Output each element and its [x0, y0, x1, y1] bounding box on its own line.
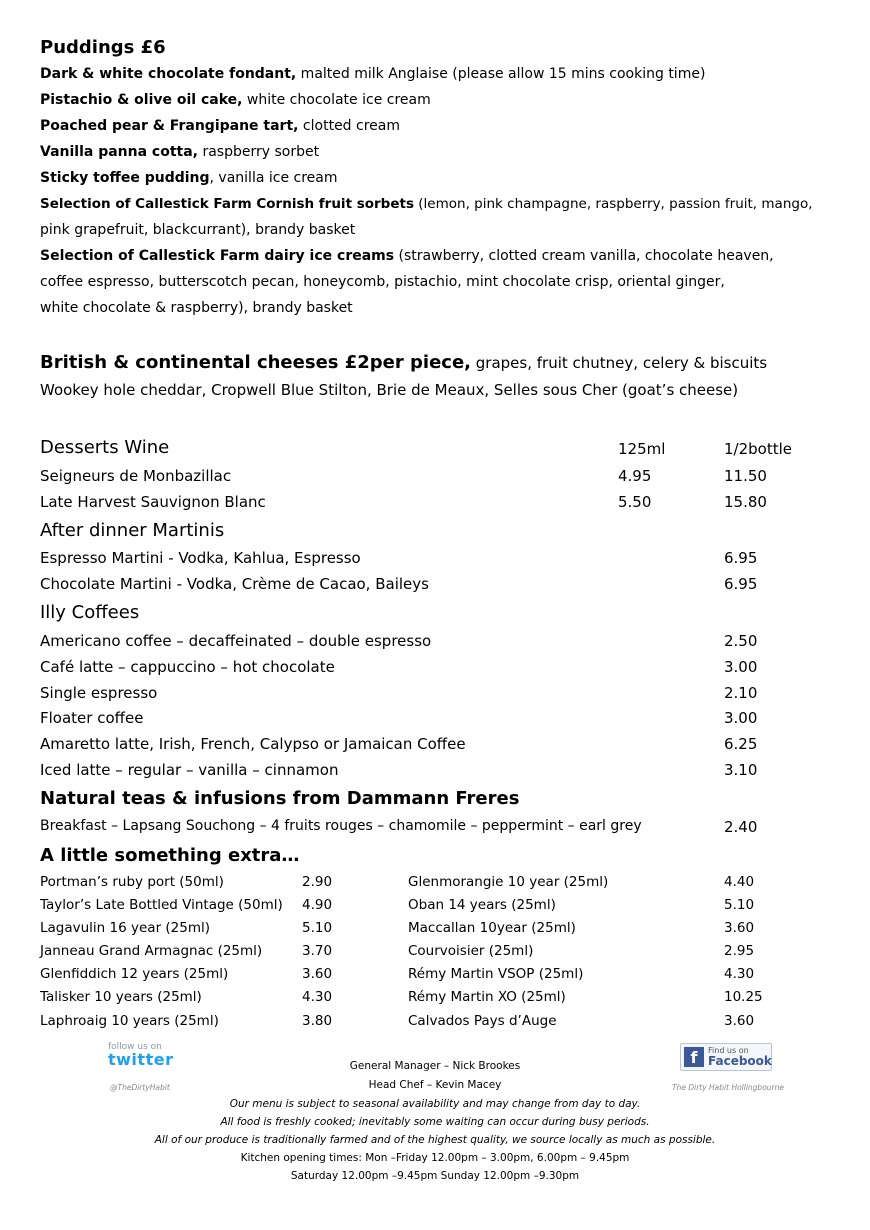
teas-price: 2.40: [724, 818, 758, 836]
col-half-bottle: 1/2bottle: [724, 440, 792, 458]
coffees-title: Illy Coffees: [40, 602, 140, 623]
extra-price: 4.40: [724, 874, 755, 890]
coffee-price: 3.00: [724, 709, 758, 727]
extra-name: Rémy Martin VSOP (25ml): [408, 966, 584, 982]
pudding-line: Vanilla panna cotta, raspberry sorbet: [40, 144, 320, 160]
extra-name: Glenmorangie 10 year (25ml): [408, 874, 609, 890]
extra-price: 5.10: [302, 920, 333, 936]
puddings-title: Puddings £6: [40, 37, 166, 58]
pudding-line: Dark & white chocolate fondant, malted milk Anglaise (please allow 15 mins cooking time): [40, 66, 706, 82]
coffee-name: Iced latte – regular – vanilla – cinnamon: [40, 761, 339, 779]
opening-times-weekend: Saturday 12.00pm –9.45pm Sunday 12.00pm –9.30pm: [290, 1170, 580, 1182]
martini-name: Espresso Martini - Vodka, Kahlua, Espresso: [40, 549, 361, 567]
coffee-price: 2.10: [724, 684, 758, 702]
extra-name: Janneau Grand Armagnac (25ml): [40, 943, 263, 959]
coffee-price: 6.25: [724, 735, 758, 753]
cheeses-heading: British & continental cheeses £2per piece, grapes, fruit chutney, celery & biscuits: [40, 352, 768, 373]
coffee-name: Café latte – cappuccino – hot chocolate: [40, 658, 335, 676]
extra-price: 3.80: [302, 1013, 333, 1029]
desserts-wine-title: Desserts Wine: [40, 437, 170, 458]
pudding-line: Sticky toffee pudding, vanilla ice cream: [40, 170, 338, 186]
pudding-line: Selection of Callestick Farm dairy ice creams (strawberry, clotted cream vanilla, chocolate heaven,: [40, 248, 774, 264]
footer-note: All food is freshly cooked; inevitably some waiting can occur during busy periods.: [220, 1116, 650, 1128]
coffee-name: Single espresso: [40, 684, 158, 702]
coffee-name: Floater coffee: [40, 709, 144, 727]
teas-line: Breakfast – Lapsang Souchong – 4 fruits rouges – chamomile – peppermint – earl grey: [40, 818, 642, 834]
extra-price: 3.60: [724, 1013, 755, 1029]
extra-price: 2.95: [724, 943, 755, 959]
extra-name: Talisker 10 years (25ml): [40, 989, 202, 1005]
wine-price-glass: 4.95: [618, 467, 652, 485]
extra-name: Courvoisier (25ml): [408, 943, 534, 959]
wine-price-bottle: 15.80: [724, 493, 767, 511]
martini-price: 6.95: [724, 575, 758, 593]
footer-note: Our menu is subject to seasonal availability and may change from day to day.: [229, 1098, 641, 1110]
extra-name: Calvados Pays d’Auge: [408, 1013, 557, 1029]
extra-title: A little something extra…: [40, 845, 300, 866]
extra-name: Rémy Martin XO (25ml): [408, 989, 566, 1005]
col-125ml: 125ml: [618, 440, 666, 458]
extra-price: 3.60: [724, 920, 755, 936]
pudding-line: Selection of Callestick Farm Cornish fruit sorbets (lemon, pink champagne, raspberry, passion fruit, mango,: [40, 196, 813, 212]
facebook-word: Facebook: [708, 1054, 772, 1068]
pudding-line: pink grapefruit, blackcurrant), brandy basket: [40, 222, 356, 238]
extra-price: 3.60: [302, 966, 333, 982]
extra-name: Oban 14 years (25ml): [408, 897, 556, 913]
pudding-line: white chocolate & raspberry), brandy basket: [40, 300, 353, 316]
twitter-handle: @TheDirtyHabit: [110, 1083, 170, 1092]
coffee-price: 3.00: [724, 658, 758, 676]
head-chef: Head Chef – Kevin Macey: [368, 1079, 502, 1091]
coffee-name: Americano coffee – decaffeinated – double espresso: [40, 632, 432, 650]
coffee-price: 2.50: [724, 632, 758, 650]
coffee-name: Amaretto latte, Irish, French, Calypso or Jamaican Coffee: [40, 735, 466, 753]
cheeses-list: Wookey hole cheddar, Cropwell Blue Stilton, Brie de Meaux, Selles sous Cher (goat’s cheese): [40, 381, 739, 399]
martini-price: 6.95: [724, 549, 758, 567]
twitter-follow-text: follow us on: [108, 1042, 162, 1052]
extra-price: 4.30: [302, 989, 333, 1005]
wine-price-bottle: 11.50: [724, 467, 767, 485]
wine-name: Late Harvest Sauvignon Blanc: [40, 493, 266, 511]
general-manager: General Manager – Nick Brookes: [349, 1060, 521, 1072]
facebook-find-text: Find us on: [708, 1046, 749, 1055]
extra-name: Taylor’s Late Bottled Vintage (50ml): [40, 897, 283, 913]
extra-name: Portman’s ruby port (50ml): [40, 874, 224, 890]
opening-times: Kitchen opening times: Mon –Friday 12.00pm – 3.00pm, 6.00pm – 9.45pm: [240, 1152, 630, 1164]
extra-name: Maccallan 10year (25ml): [408, 920, 576, 936]
extra-name: Lagavulin 16 year (25ml): [40, 920, 211, 936]
martinis-title: After dinner Martinis: [40, 520, 225, 541]
teas-title: Natural teas & infusions from Dammann Freres: [40, 788, 520, 809]
pudding-line: coffee espresso, butterscotch pecan, honeycomb, pistachio, mint chocolate crisp, oriental ginger,: [40, 274, 725, 290]
wine-name: Seigneurs de Monbazillac: [40, 467, 232, 485]
coffee-price: 3.10: [724, 761, 758, 779]
extra-name: Glenfiddich 12 years (25ml): [40, 966, 229, 982]
twitter-icon: twitter: [108, 1050, 174, 1069]
extra-price: 4.30: [724, 966, 755, 982]
pudding-line: Poached pear & Frangipane tart, clotted cream: [40, 118, 400, 134]
facebook-handle: The Dirty Habit Hollingbourne: [672, 1083, 784, 1092]
footer-note: All of our produce is traditionally farmed and of the highest quality, we source locally as much as possible.: [154, 1134, 716, 1146]
pudding-line: Pistachio & olive oil cake, white chocolate ice cream: [40, 92, 431, 108]
facebook-icon: f: [684, 1047, 704, 1067]
extra-price: 5.10: [724, 897, 755, 913]
extra-price: 4.90: [302, 897, 333, 913]
extra-price: 2.90: [302, 874, 333, 890]
extra-price: 3.70: [302, 943, 333, 959]
extra-name: Laphroaig 10 years (25ml): [40, 1013, 219, 1029]
wine-price-glass: 5.50: [618, 493, 652, 511]
extra-price: 10.25: [724, 989, 763, 1005]
martini-name: Chocolate Martini - Vodka, Crème de Cacao, Baileys: [40, 575, 429, 593]
